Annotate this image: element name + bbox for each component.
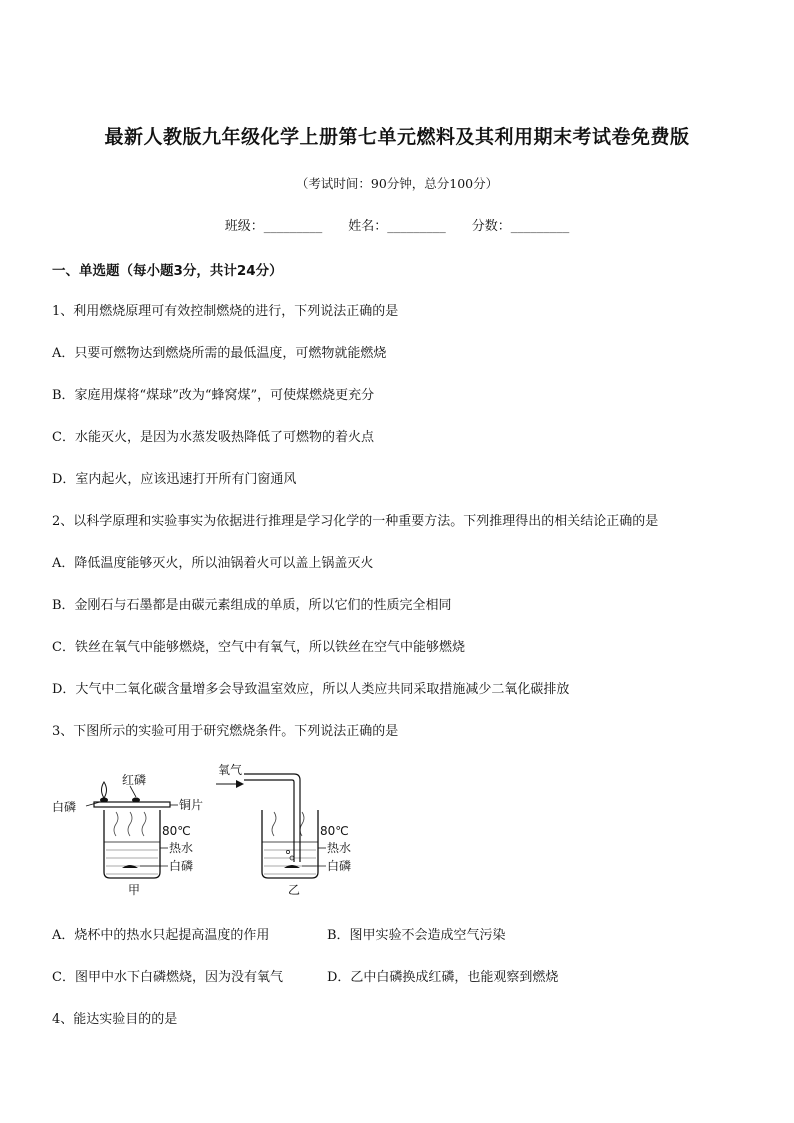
name-field — [348, 215, 446, 234]
caption-right: 乙 — [288, 883, 301, 897]
question-2-option-b: B．金刚石与石墨都是由碳元素组成的单质，所以它们的性质完全相同 — [52, 598, 452, 613]
steam-right — [272, 812, 304, 836]
combustion-experiment-figure — [48, 758, 378, 898]
label-temp-right: 80℃ — [320, 824, 349, 838]
oxygen-tube-outer — [244, 774, 300, 862]
figure-right-apparatus — [216, 762, 351, 897]
class-blank: _________ — [263, 219, 323, 234]
water-hatch-right — [264, 850, 316, 874]
question-4-stem: 4、能达实验目的的是 — [52, 1012, 178, 1027]
flame-icon — [102, 782, 107, 798]
label-hot-water-right: 热水 — [327, 841, 352, 855]
label-temp-left: 80℃ — [162, 824, 191, 838]
question-1-stem: 1、利用燃烧原理可有效控制燃烧的进行，下列说法正确的是 — [52, 304, 399, 319]
score-label: 分数： — [471, 219, 511, 234]
label-red-phosphorus: 红磷 — [122, 773, 147, 787]
label-white-phosphorus-water-left: 白磷 — [169, 859, 194, 873]
name-blank: _________ — [387, 219, 446, 234]
white-phosphorus-underwater-left — [122, 865, 138, 868]
question-2-option-c: C．铁丝在氧气中能够燃烧，空气中有氧气，所以铁丝在空气中能够燃烧 — [52, 640, 465, 655]
name-label: 姓名： — [348, 219, 388, 234]
red-phosphorus — [132, 798, 140, 803]
question-3-options-row-1 — [52, 924, 506, 943]
question-1-option-a: A．只要可燃物达到燃烧所需的最低温度，可燃物就能燃烧 — [52, 346, 387, 361]
question-2-option-d: D．大气中二氧化碳含量增多会导致温室效应，所以人类应共同采取措施减少二氧化碳排放 — [52, 682, 570, 697]
question-3-stem: 3、下图所示的实验可用于研究燃烧条件。下列说法正确的是 — [52, 724, 399, 739]
exam-title: 最新人教版九年级化学上册第七单元燃料及其利用期末考试卷免费版 — [104, 126, 690, 148]
student-info-line — [0, 215, 794, 234]
question-3-option-a: A．烧杯中的热水只起提高温度的作用 — [52, 928, 270, 943]
score-blank: _________ — [510, 219, 570, 234]
question-3-option-b: B．图甲实验不会造成空气污染 — [327, 928, 506, 943]
class-label: 班级： — [224, 219, 264, 234]
label-white-phosphorus-water-right: 白磷 — [327, 859, 352, 873]
exam-time-info: （考试时间：90分钟，总分100分） — [295, 176, 499, 191]
question-3-option-d: D．乙中白磷换成红磷，也能观察到燃烧 — [327, 970, 559, 985]
arrow-right-icon — [236, 780, 244, 788]
section-heading: 一、单选题（每小题3分，共计24分） — [52, 263, 283, 279]
question-1-option-b: B．家庭用煤将“煤球”改为“蜂窝煤”，可使煤燃烧更充分 — [52, 388, 375, 403]
label-white-phosphorus-plate: 白磷 — [52, 800, 77, 814]
question-3-option-c: C．图甲中水下白磷燃烧，因为没有氧气 — [52, 970, 283, 985]
steam-left — [114, 812, 146, 836]
figure-left-apparatus — [52, 772, 203, 897]
question-2-stem: 2、以科学原理和实验事实为依据进行推理是学习化学的一种重要方法。下列推理得出的相关结论正确的是 — [52, 514, 659, 529]
question-1-option-c: C．水能灭火，是因为水蒸发吸热降低了可燃物的着火点 — [52, 430, 374, 445]
label-hot-water-left: 热水 — [169, 841, 194, 855]
caption-left: 甲 — [128, 883, 141, 897]
white-phosphorus-on-plate — [100, 798, 108, 803]
label-oxygen: 氧气 — [218, 763, 243, 777]
class-field — [225, 215, 323, 234]
score-field — [472, 215, 570, 234]
question-3-options-row-2 — [52, 966, 559, 985]
question-2-option-a: A．降低温度能够灭火，所以油锅着火可以盖上锅盖灭火 — [52, 556, 374, 571]
oxygen-tube-inner — [244, 780, 294, 862]
copper-plate — [94, 802, 170, 807]
question-1-option-d: D．室内起火，应该迅速打开所有门窗通风 — [52, 472, 297, 487]
water-hatch-left — [106, 850, 158, 874]
label-copper-plate: 铜片 — [179, 798, 204, 812]
white-phosphorus-underwater-right — [284, 865, 300, 868]
